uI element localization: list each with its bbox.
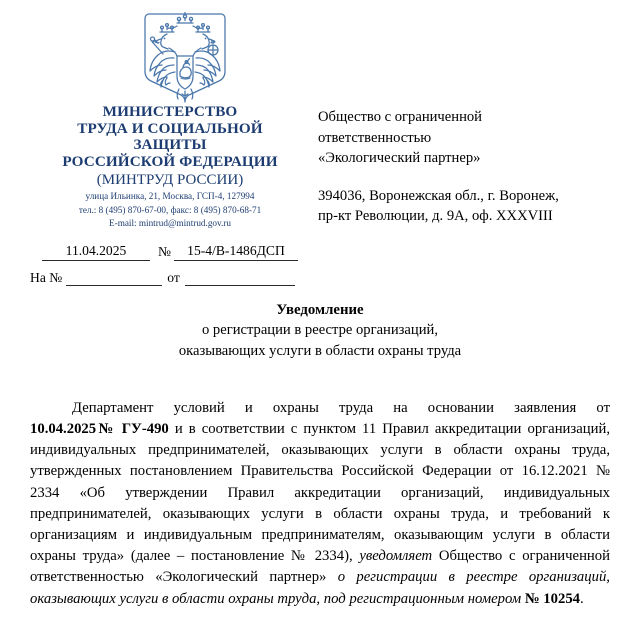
body-segment-3: № 2334 «Об утверждении Правил аккредитации организаций, индивидуальных предпринимателей, оказывающих услуги в области охраны труда, и требований к организациям и индивидуальным предпринимателям, оказывающим услуги в области охраны труда» (далее – постановление № 2334),: [30, 463, 610, 565]
application-number: № ГУ-490: [96, 420, 169, 437]
document-subtitle-line-2: оказывающих услуги в области охраны труда: [178, 342, 462, 359]
body-segment-1: Департамент условий и охраны труда на основании заявления от: [72, 399, 610, 416]
ministry-short-name: (МИНТРУД РОССИИ): [96, 172, 244, 189]
reply-reference-separator: от: [167, 270, 180, 285]
reply-reference-number-blank: [66, 272, 162, 286]
body-segment-2: и в соответствии с пунктом 11 Правил аккредитации организаций, индивидуальных предпринимателей, оказывающих услуги в области охраны труда, утвержденных постановлением Правительства Российской Федерации от: [30, 420, 610, 480]
addressee-address-line-2: пр-кт Революции, д. 9А, оф. XXXVIII: [318, 208, 553, 224]
outgoing-number: 15-4/В-1486ДСП: [174, 243, 298, 261]
ministry-letterhead: [30, 104, 310, 229]
ministry-phone-fax: тел.: 8 (495) 870-67-00, факс: 8 (495) 870-68-71: [78, 204, 262, 215]
reply-reference-date-blank: [185, 272, 295, 286]
registration-number: № 10254: [524, 590, 581, 607]
body-segment-6: .: [580, 590, 584, 607]
russian-coat-of-arms-icon: [133, 10, 237, 106]
document-subtitle-line-1: о регистрации в реестре организаций,: [201, 322, 438, 338]
reply-reference-label: На №: [30, 270, 63, 285]
ministry-email: E-mail: mintrud@mintrud.gov.ru: [109, 217, 231, 228]
outgoing-date: 11.04.2025: [42, 243, 150, 261]
ministry-name-line-2: ТРУДА И СОЦИАЛЬНОЙ: [77, 119, 263, 137]
registration-subject: о регистрации в реестре организаций, оказывающих услуги в области охраны труда, под регистрационным номером: [30, 569, 610, 607]
ministry-address: улица Ильинка, 21, Москва, ГСП-4, 127994: [85, 191, 255, 202]
addressee-line-1: Общество с ограниченной: [318, 109, 482, 125]
reply-reference-row: [30, 270, 320, 286]
page-title: Уведомление: [276, 302, 364, 318]
addressee-address-line-1: 394036, Воронежская обл., г. Воронеж,: [318, 187, 559, 204]
document-title-block: [60, 300, 580, 361]
outgoing-reference-row: [30, 243, 310, 261]
body-segment-4: Общество с ограниченной ответственностью «Экологический партнер»: [30, 548, 610, 586]
ministry-name-line-3: ЗАЩИТЫ: [133, 136, 207, 154]
addressee-block: [318, 107, 618, 227]
application-date: 10.04.2025: [30, 420, 97, 437]
addressee-line-3: «Экологический партнер»: [318, 150, 481, 166]
notifies-word: уведомляет: [359, 548, 433, 565]
number-sign: №: [158, 244, 171, 259]
ministry-name-line-1: МИНИСТЕРСТВО: [102, 103, 238, 120]
ministry-name-line-4: РОССИЙСКОЙ ФЕДЕРАЦИИ: [62, 152, 278, 170]
government-decree-date: 16.12.2021: [521, 463, 588, 480]
addressee-spacer: [318, 169, 618, 186]
addressee-line-2: ответственностью: [318, 129, 432, 146]
document-body-paragraph: [30, 398, 610, 610]
